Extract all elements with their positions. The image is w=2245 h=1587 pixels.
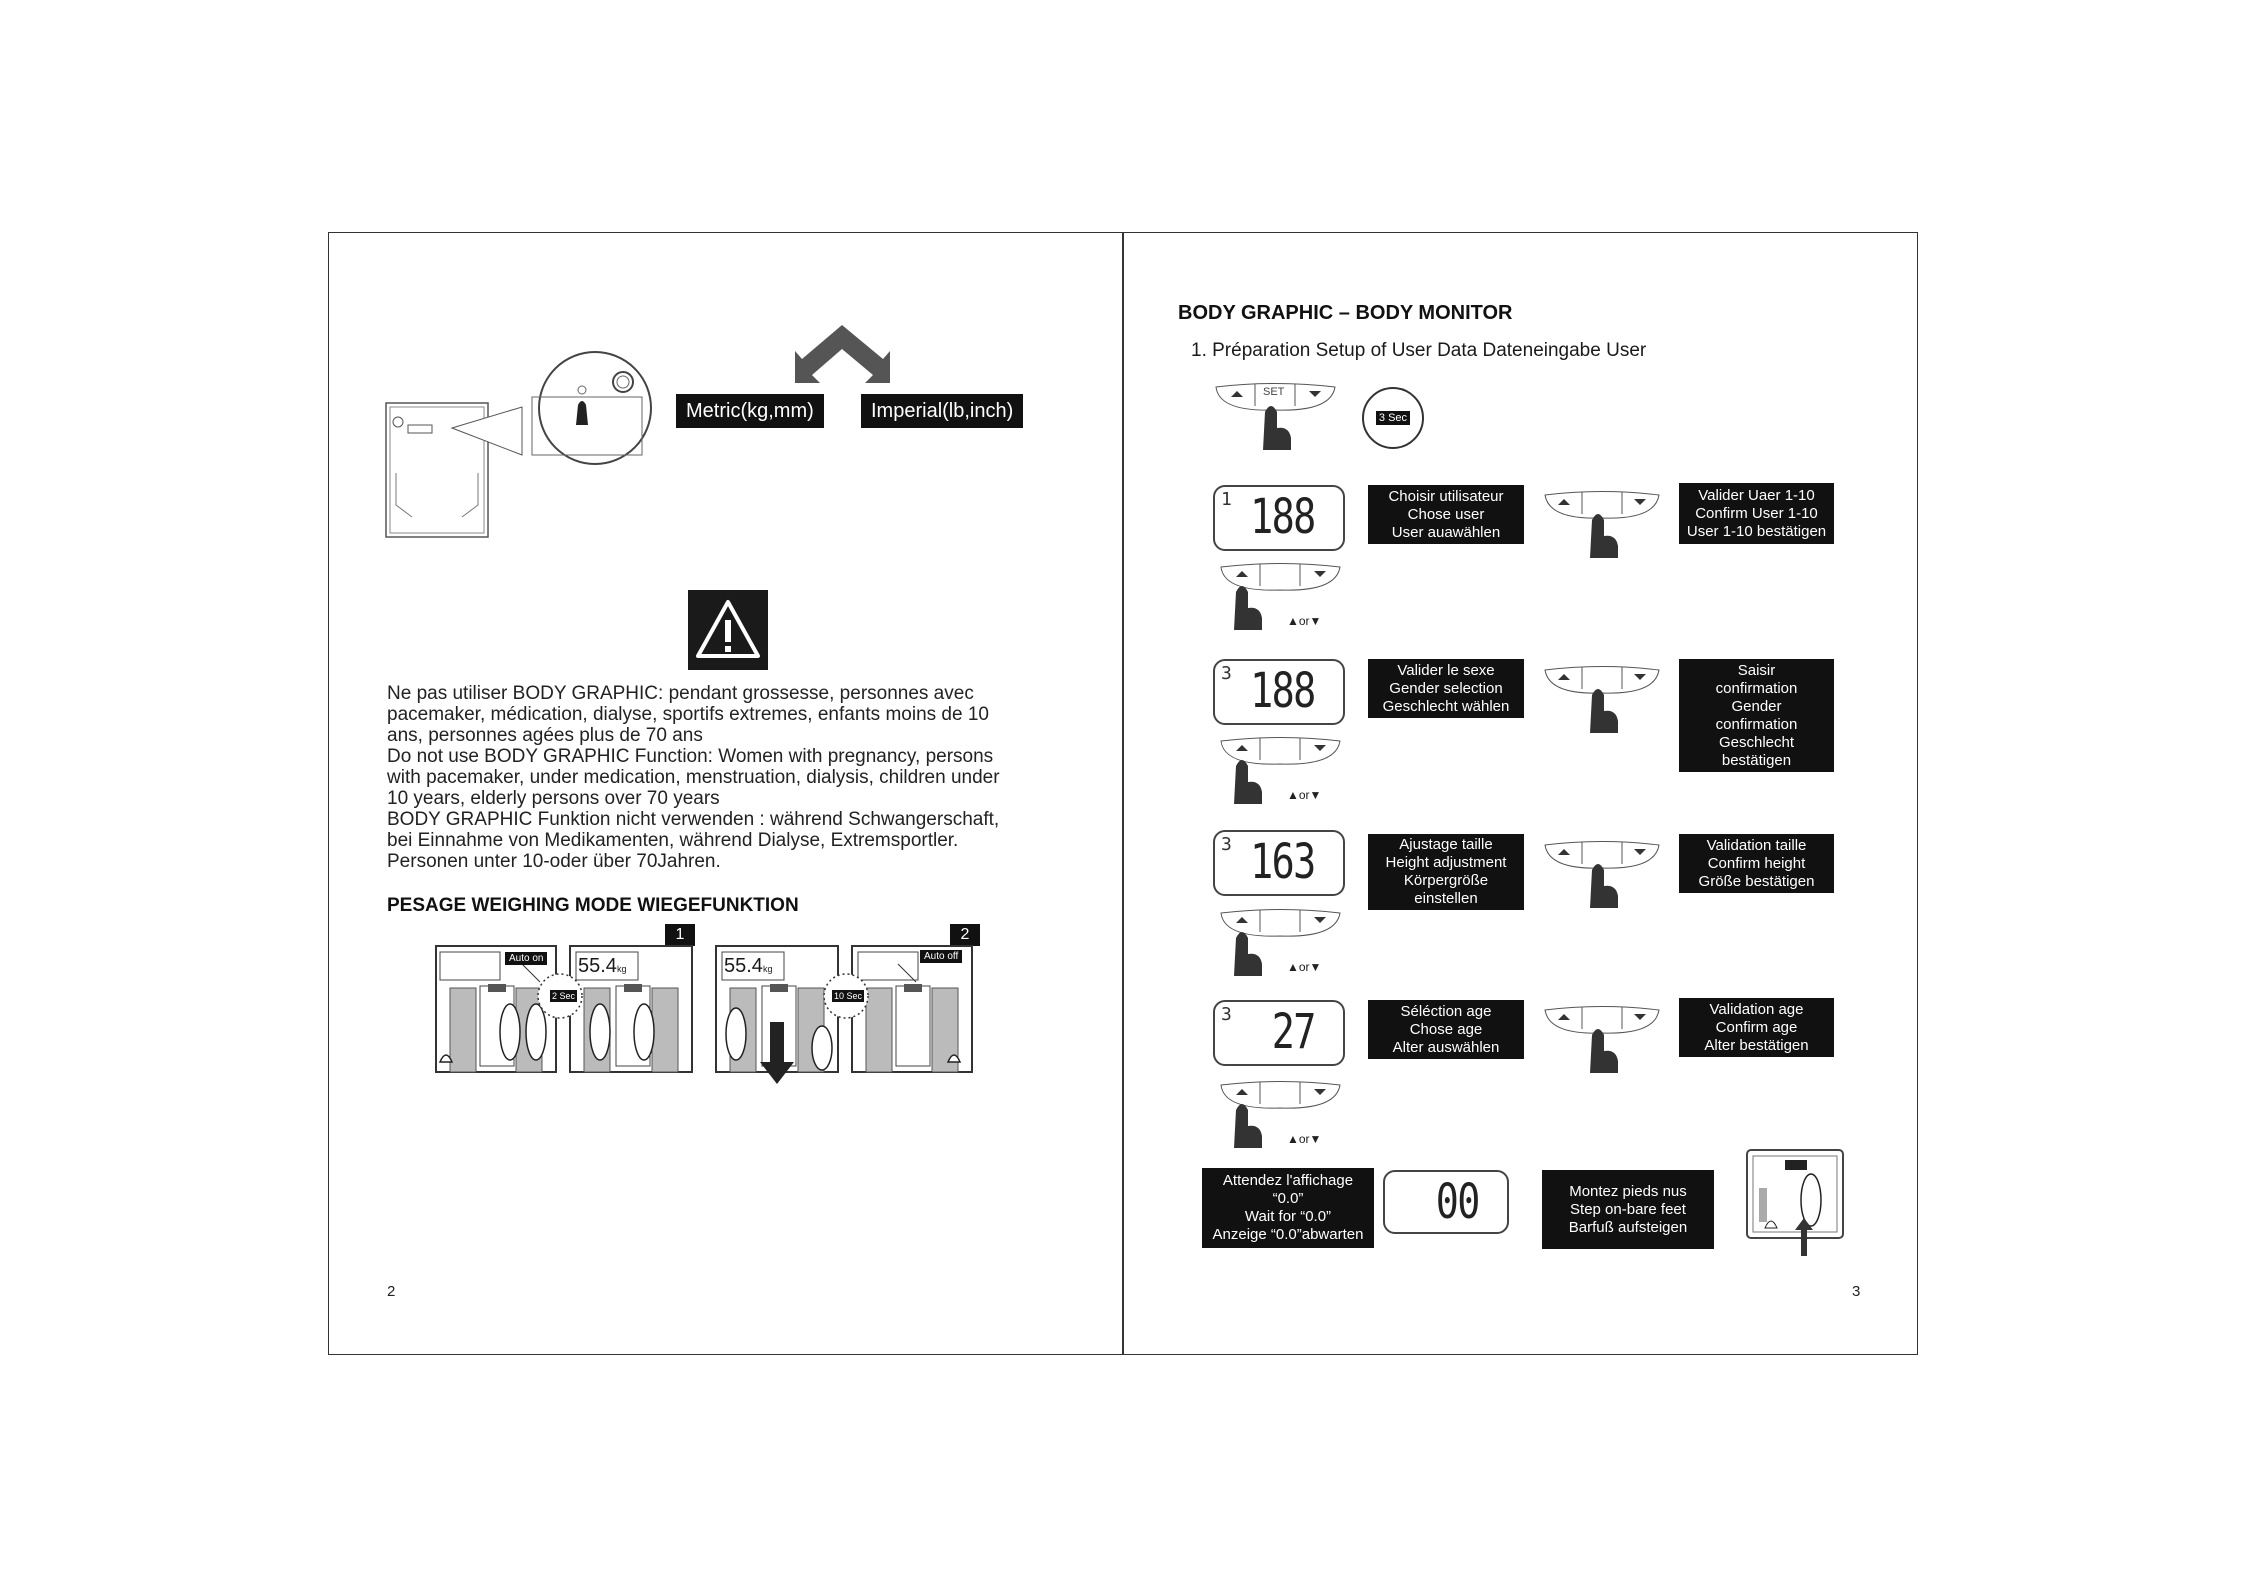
warning-line: bei Einnahme von Medikamenten, während Dialyse, Extremsportler. — [387, 830, 959, 851]
weight-value: 55.4 — [578, 955, 617, 977]
imperial-button[interactable]: Imperial(lb,inch) — [861, 394, 1023, 428]
height-adjust-box — [1368, 834, 1524, 910]
scale-unit-switch-illustration — [382, 345, 657, 540]
wait-line: Anzeige “0.0”abwarten — [1212, 1226, 1364, 1243]
bare-feet-scale-icon — [1745, 1148, 1845, 1258]
height-adjust-line: Körpergröße — [1403, 872, 1489, 889]
up-or-down-label: ▲or▼ — [1287, 1132, 1322, 1146]
choose-user-line: User auawählen — [1391, 523, 1501, 541]
timer-3sec-label: 3 Sec — [1376, 411, 1410, 425]
height-confirm-line: Validation taille — [1706, 836, 1807, 854]
gender-confirm-line: Saisir — [1737, 661, 1776, 679]
warning-text — [387, 683, 1107, 872]
auto-on-label: Auto on — [505, 952, 547, 965]
set-key-label: SET — [1263, 386, 1285, 398]
page-divider — [1122, 232, 1124, 1355]
body-monitor-title: BODY GRAPHIC – BODY MONITOR — [1178, 302, 1513, 324]
age-confirm-line: Alter bestätigen — [1704, 1036, 1809, 1054]
lcd-age — [1213, 1000, 1345, 1066]
gender-confirm-line: Geschlecht — [1718, 733, 1795, 751]
metric-button[interactable]: Metric(kg,mm) — [676, 394, 824, 428]
warning-line: pacemaker, médication, dialyse, sportifs extremes, enfants moins de 10 — [387, 704, 989, 725]
gender-confirm-line: confirmation — [1715, 679, 1798, 697]
step-on-line: Barfuß aufsteigen — [1568, 1218, 1688, 1236]
lcd-digits: 27 — [1271, 1004, 1315, 1060]
height-adjust-line: Height adjustment — [1385, 854, 1507, 871]
age-confirm-line: Confirm age — [1715, 1018, 1798, 1036]
warning-line: Ne pas utiliser BODY GRAPHIC: pendant grossesse, personnes avec — [387, 683, 974, 704]
height-adjust-line: Ajustage taille — [1399, 836, 1493, 853]
warning-line: ans, personnes agées plus de 70 ans — [387, 725, 703, 746]
up-or-down-label: ▲or▼ — [1287, 788, 1322, 802]
lcd-zero — [1383, 1170, 1509, 1234]
confirm-user-box — [1679, 483, 1834, 544]
lcd-user — [1213, 485, 1345, 551]
warning-line: with pacemaker, under medication, menstruation, dialysis, children under — [387, 767, 1000, 788]
age-select-line: Chose age — [1409, 1020, 1483, 1038]
confirm-user-line: User 1-10 bestätigen — [1686, 522, 1827, 540]
weighing-illustrations — [430, 944, 990, 1089]
height-confirm-line: Confirm height — [1707, 854, 1806, 872]
lcd-height — [1213, 830, 1345, 896]
gender-confirm-line: confirmation — [1715, 715, 1798, 733]
choose-user-line: Choisir utilisateur — [1388, 487, 1504, 505]
arrow-key-3 — [1218, 908, 1343, 978]
weight-unit: kg — [616, 964, 627, 974]
up-or-down-label: ▲or▼ — [1287, 960, 1322, 974]
gender-confirm-line: Gender — [1731, 697, 1782, 715]
step-number-2: 2 — [950, 924, 980, 946]
step-on-box — [1542, 1170, 1714, 1249]
warning-line: Personen unter 10-oder über 70Jahren. — [387, 851, 721, 872]
auto-off-label: Auto off — [920, 950, 962, 963]
warning-line: Do not use BODY GRAPHIC Function: Women with pregnancy, persons — [387, 746, 994, 767]
set-key-confirm-4 — [1542, 1005, 1662, 1080]
gender-select-box — [1368, 659, 1524, 718]
wait-line: “0.0” — [1272, 1190, 1304, 1207]
weight-value: 55.4 — [724, 955, 763, 977]
warning-line: BODY GRAPHIC Funktion nicht verwenden : während Schwangerschaft, — [387, 809, 1000, 830]
gender-select-line: Gender selection — [1389, 679, 1503, 697]
lcd-digits: 188 — [1250, 663, 1315, 719]
warning-triangle-icon — [688, 590, 768, 670]
weighing-mode-title: PESAGE WEIGHING MODE WIEGEFUNKTION — [387, 895, 799, 916]
lcd-digits: 00 — [1435, 1174, 1479, 1230]
age-select-line: Séléction age — [1400, 1002, 1492, 1020]
height-adjust-line: einstellen — [1414, 890, 1478, 907]
age-confirm-line: Validation age — [1709, 1000, 1804, 1018]
lcd-side-indicator: 3 — [1221, 834, 1232, 855]
lcd-side-indicator: 3 — [1221, 1004, 1232, 1025]
gender-select-line: Geschlecht wählen — [1382, 697, 1510, 715]
setup-subtitle: 1. Préparation Setup of User Data Dateneingabe User — [1191, 340, 1647, 361]
arrow-key-4 — [1218, 1080, 1343, 1150]
weight-readout-1 — [578, 955, 626, 978]
gender-confirm-box — [1679, 659, 1834, 772]
up-or-down-label: ▲or▼ — [1287, 614, 1322, 628]
arrow-key-1 — [1218, 562, 1343, 632]
lcd-digits: 188 — [1250, 489, 1315, 545]
age-select-line: Alter auswählen — [1392, 1038, 1500, 1056]
choose-user-line: Chose user — [1407, 505, 1485, 523]
timer-10sec: 10 Sec — [834, 991, 863, 1001]
age-select-box — [1368, 1000, 1524, 1059]
wait-line: Attendez l'affichage — [1222, 1172, 1354, 1189]
double-arrow-icon — [795, 325, 890, 385]
timer-3sec — [1362, 387, 1424, 449]
set-key-confirm-1 — [1542, 490, 1662, 565]
lcd-side-indicator: 3 — [1221, 663, 1232, 684]
step-on-line: Step on-bare feet — [1570, 1200, 1686, 1218]
page-number-right: 3 — [1852, 1283, 1861, 1300]
height-confirm-box — [1679, 834, 1834, 893]
age-confirm-box — [1679, 998, 1834, 1057]
warning-line: 10 years, elderly persons over 70 years — [387, 788, 720, 809]
arrow-key-2 — [1218, 736, 1343, 806]
page-number-left: 2 — [387, 1283, 396, 1300]
set-key-confirm-2 — [1542, 665, 1662, 740]
lcd-gender — [1213, 659, 1345, 725]
wait-box — [1202, 1168, 1374, 1248]
confirm-user-line: Valider Uaer 1-10 — [1698, 486, 1815, 504]
set-key-hold — [1213, 382, 1338, 457]
gender-confirm-line: bestätigen — [1721, 751, 1792, 769]
confirm-user-line: Confirm User 1-10 — [1695, 504, 1818, 522]
weight-unit: kg — [762, 964, 773, 974]
height-confirm-line: Größe bestätigen — [1698, 872, 1815, 890]
weight-readout-2 — [724, 955, 772, 978]
choose-user-box — [1368, 485, 1524, 544]
lcd-side-indicator: 1 — [1221, 489, 1232, 510]
timer-2sec: 2 Sec — [552, 991, 576, 1001]
set-key-confirm-3 — [1542, 840, 1662, 915]
step-on-line: Montez pieds nus — [1569, 1182, 1687, 1200]
lcd-digits: 163 — [1250, 834, 1315, 890]
step-number-1: 1 — [665, 924, 695, 946]
gender-select-line: Valider le sexe — [1397, 661, 1495, 679]
wait-line: Wait for “0.0” — [1244, 1208, 1332, 1225]
